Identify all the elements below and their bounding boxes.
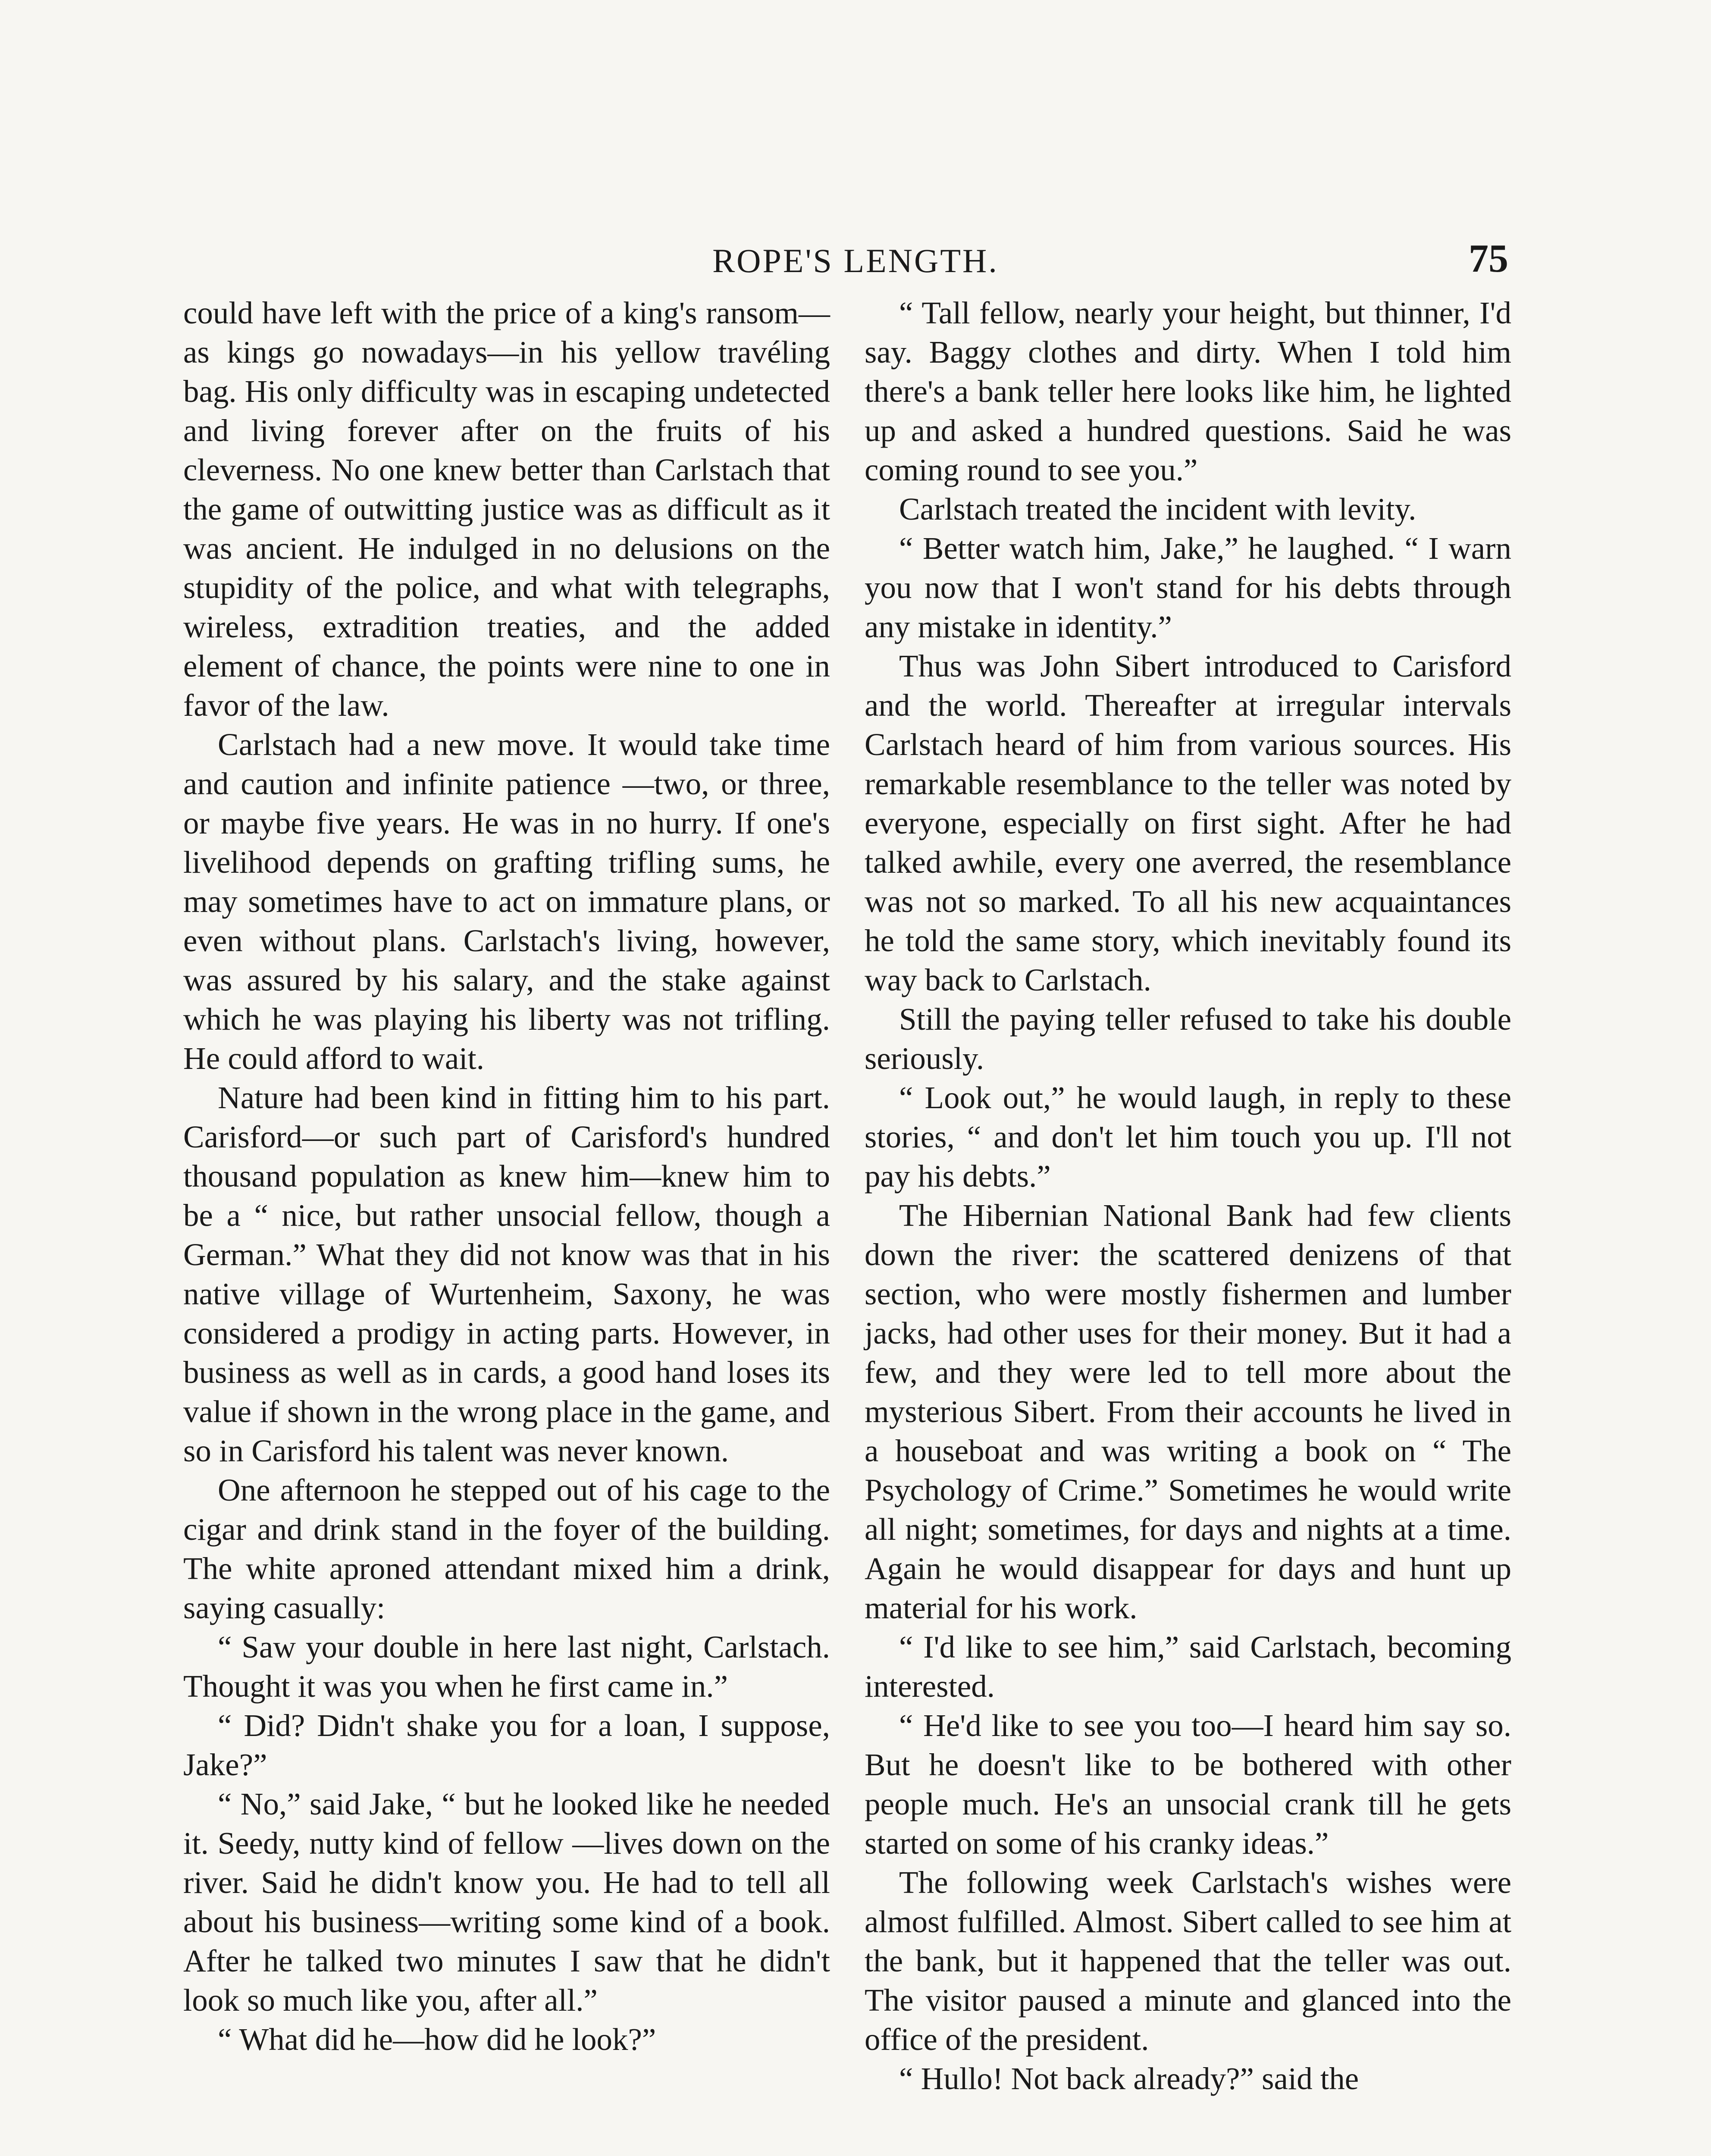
- paragraph: Still the paying teller refused to take his double seriously.: [865, 1002, 1511, 1076]
- paragraph: “ Saw your double in here last night, Carlstach. Thought it was you when he first came in.”: [183, 1630, 830, 1704]
- paragraph: “ I'd like to see him,” said Carlstach, becoming interested.: [865, 1630, 1511, 1704]
- paragraph: “ Look out,” he would laugh, in reply to these stories, “ and don't let him touch you up. I'll not pay his debts.”: [865, 1080, 1511, 1194]
- paragraph: could have left with the price of a king's ransom—as kings go nowadays—in his yellow travéling bag. His only difficulty was in escaping undetected and living forever after on the fruits of his cleverness. No one knew better than Carlstach that the game of outwitting justice was as difficult as it was ancient. He indulged in no delusions on the stupidity of the police, and what with telegraphs, wireless, extradition treaties, and the added element of chance, the points were nine to one in favor of the law.: [183, 295, 830, 723]
- paragraph: The following week Carlstach's wishes were almost fulfilled. Almost. Sibert called to see him at the bank, but it happened that the teller was out. The visitor paused a minute and glanced into the office of the president.: [865, 1865, 1511, 2057]
- paragraph: “ What did he—how did he look?”: [218, 2022, 656, 2057]
- paragraph: “ He'd like to see you too—I heard him say so. But he doesn't like to be bothered with other people much. He's an unsocial crank till he gets started on some of his cranky ideas.”: [865, 1708, 1511, 1861]
- paragraph: “ No,” said Jake, “ but he looked like he needed it. Seedy, nutty kind of fellow —lives down on the river. Said he didn't know you. He had to tell all about his business—writing some kind of a book. After he talked two minutes I saw that he didn't look so much like you, after all.”: [183, 1786, 830, 2018]
- paragraph: The Hibernian National Bank had few clients down the river: the scattered denizens of that section, who were mostly fishermen and lumber jacks, had other uses for their money. But it had a few, and they were led to tell more about the mysterious Sibert. From their accounts he lived in a houseboat and was writing a book on “ The Psychology of Crime.” Sometimes he would write all night; sometimes, for days and nights at a time. Again he would disappear for days and hunt up material for his work.: [865, 1198, 1511, 1625]
- paragraph: “ Better watch him, Jake,” he laughed. “ I warn you now that I won't stand for his debts through any mistake in identity.”: [865, 531, 1511, 644]
- right-text-column: [865, 293, 1511, 2098]
- paragraph: “ Hullo! Not back already?” said the: [899, 2061, 1359, 2096]
- paragraph: Nature had been kind in fitting him to his part. Carisford—or such part of Carisford's hundred thousand population as knew him—knew him to be a “ nice, but rather unsocial fellow, though a German.” What they did not know was that in his native village of Wurtenheim, Saxony, he was considered a prodigy in acting parts. However, in business as well as in cards, a good hand loses its value if shown in the wrong place in the game, and so in Carisford his talent was never known.: [183, 1080, 830, 1468]
- paragraph: “ Did? Didn't shake you for a loan, I suppose, Jake?”: [183, 1708, 830, 1782]
- paragraph: “ Tall fellow, nearly your height, but thinner, I'd say. Baggy clothes and dirty. When I told him there's a bank teller here looks like him, he lighted up and asked a hundred questions. Said he was coming round to see you.”: [865, 295, 1511, 487]
- paragraph: One afternoon he stepped out of his cage to the cigar and drink stand in the foyer of the building. The white aproned attendant mixed him a drink, saying casually:: [183, 1473, 830, 1625]
- running-head: [0, 233, 1711, 285]
- running-title: ROPE'S LENGTH.: [712, 242, 999, 279]
- paragraph: Carlstach had a new move. It would take time and caution and infinite patience —two, or three, or maybe five years. He was in no hurry. If one's livelihood depends on grafting trifling sums, he may sometimes have to act on immature plans, or even without plans. Carlstach's living, however, was assured by his salary, and the stake against which he was playing his liberty was not trifling. He could afford to wait.: [183, 727, 830, 1076]
- paragraph: Carlstach treated the incident with levity.: [899, 492, 1416, 526]
- paragraph: Thus was John Sibert introduced to Carisford and the world. Thereafter at irregular intervals Carlstach heard of him from various sources. His remarkable resemblance to the teller was noted by everyone, especially on first sight. After he had talked awhile, every one averred, the resemblance was not so marked. To all his new acquaintances he told the same story, which inevitably found its way back to Carlstach.: [865, 649, 1511, 997]
- page-number: 75: [1469, 236, 1508, 280]
- left-text-column: [183, 293, 830, 2059]
